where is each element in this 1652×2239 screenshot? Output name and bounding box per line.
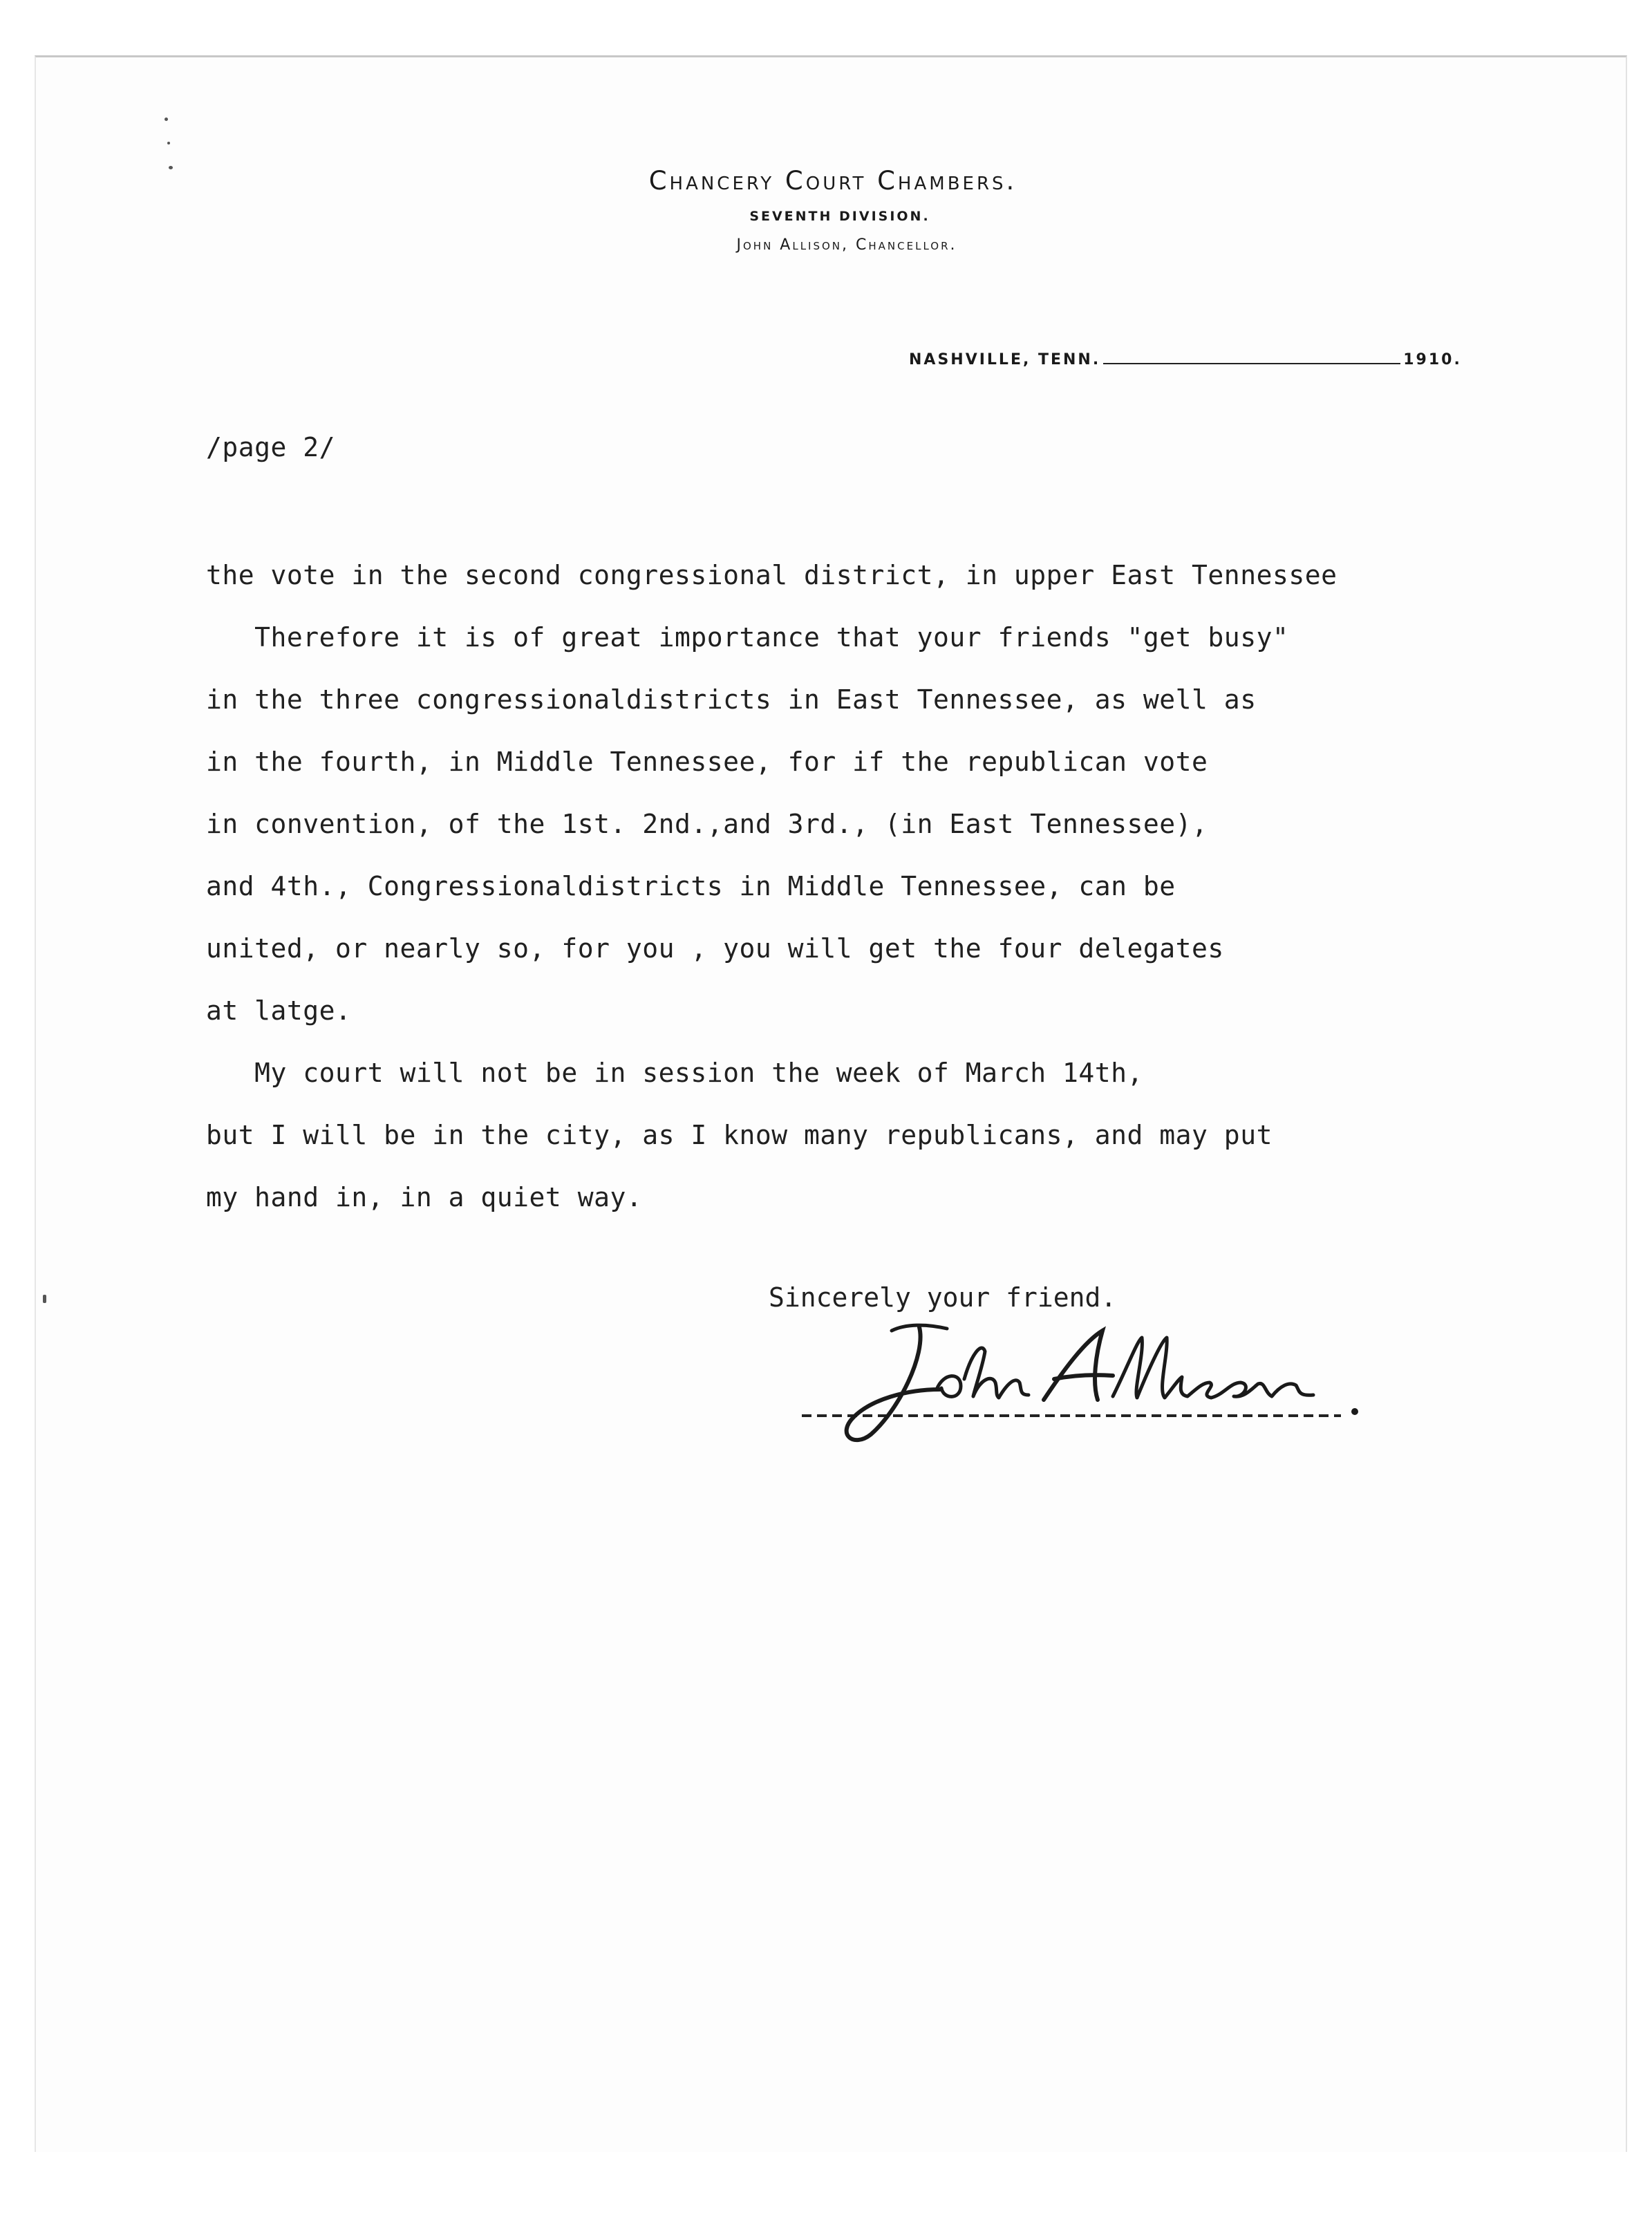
- paper-speck: [165, 118, 168, 121]
- body-line: at latge.: [206, 995, 352, 1026]
- body-line: My court will not be in session the week of March 14th,: [206, 1058, 1143, 1088]
- paper-speck: [167, 142, 170, 144]
- body-line: in the three congressionaldistricts in East Tennessee, as well as: [206, 684, 1257, 715]
- body-line: the vote in the second congressional district, in upper East Tennessee: [206, 560, 1337, 590]
- letterhead-title: Chancery Court Chambers.: [648, 166, 1017, 196]
- closing-salutation: Sincerely your friend.: [769, 1282, 1117, 1313]
- letterhead-chancellor: John Allison, Chancellor.: [736, 236, 957, 254]
- paper-sheet: [35, 55, 1627, 2152]
- body-line: in the fourth, in Middle Tennessee, for if the republican vote: [206, 747, 1208, 777]
- dateline-place: NASHVILLE, TENN.: [909, 351, 1101, 368]
- page-label: /page 2/: [206, 432, 336, 462]
- handwritten-signature: [788, 1313, 1369, 1452]
- date-blank-line: [1103, 363, 1400, 364]
- body-line: and 4th., Congressionaldistricts in Middle Tennessee, can be: [206, 871, 1176, 901]
- letterhead-division: SEVENTH DIVISION.: [749, 209, 930, 224]
- dateline-year: 1910.: [1403, 351, 1462, 368]
- dateline: [909, 351, 1462, 368]
- body-line: in convention, of the 1st. 2nd.,and 3rd., (in East Tennessee),: [206, 809, 1208, 839]
- body-line: but I will be in the city, as I know many republicans, and may put: [206, 1120, 1273, 1150]
- body-line: united, or nearly so, for you , you will get the four delegates: [206, 933, 1224, 964]
- body-line: Therefore it is of great importance that your friends "get busy": [206, 622, 1289, 653]
- paper-speck: [43, 1295, 46, 1303]
- body-line: my hand in, in a quiet way.: [206, 1182, 643, 1212]
